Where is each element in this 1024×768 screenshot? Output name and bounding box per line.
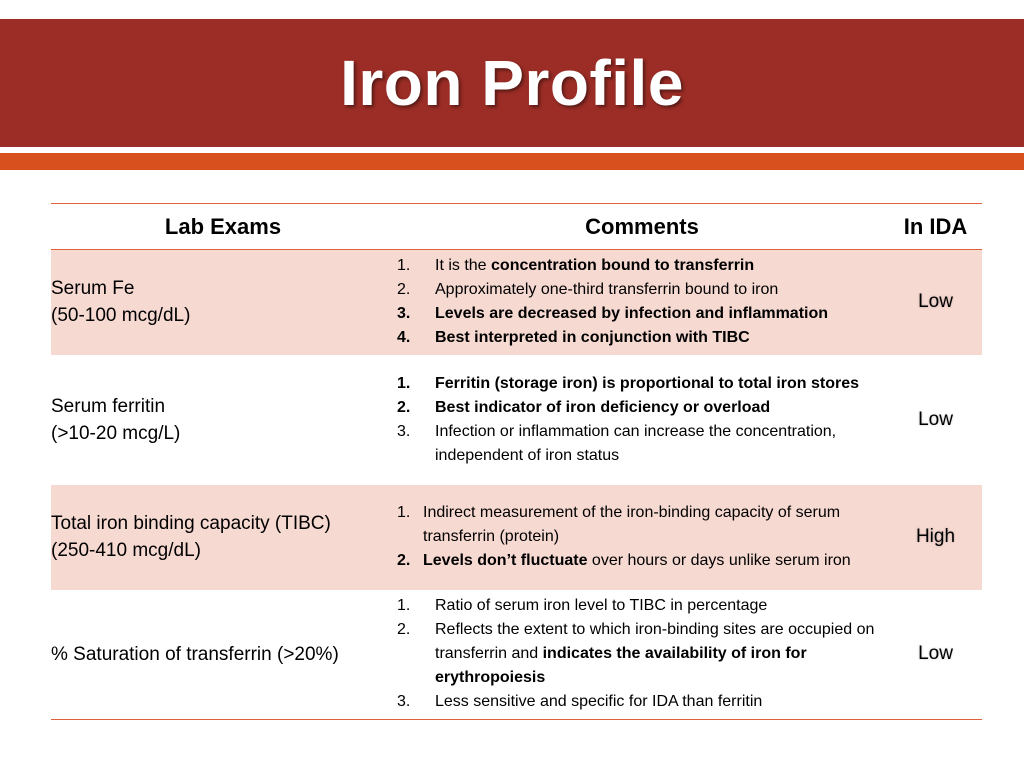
comment-number: 2. bbox=[397, 398, 411, 416]
comment-item bbox=[395, 420, 889, 468]
comment-text: Best indicator of iron deficiency or overload bbox=[435, 398, 771, 416]
comment-list bbox=[395, 372, 889, 468]
comment-item bbox=[395, 326, 889, 350]
accent-stripe bbox=[0, 153, 1024, 170]
exam-name: Serum ferritin bbox=[51, 395, 166, 417]
table-row-serum-ferritin bbox=[51, 355, 982, 485]
exam-cell bbox=[51, 250, 395, 355]
ida-status: Low bbox=[889, 250, 982, 355]
comment-text: Ratio of serum iron level to TIBC in percentage bbox=[435, 597, 768, 615]
comment-text: Approximately one-third transferrin bound to iron bbox=[435, 281, 779, 299]
comment-item bbox=[395, 396, 889, 420]
comments-cell bbox=[395, 485, 889, 590]
comment-number: 1. bbox=[397, 374, 411, 392]
comment-item bbox=[395, 302, 889, 326]
exam-name: Total iron binding capacity (TIBC) bbox=[51, 513, 331, 534]
comment-number: 2. bbox=[397, 621, 411, 639]
comment-number: 2. bbox=[397, 281, 411, 299]
comment-number: 4. bbox=[397, 329, 411, 347]
comment-number: 1. bbox=[397, 597, 411, 615]
comment-item bbox=[395, 254, 889, 278]
comment-text: indicates the availability of iron for erythropoiesis bbox=[435, 645, 807, 687]
ida-status: Low bbox=[889, 590, 982, 720]
table-row-tibc bbox=[51, 485, 982, 590]
slide-title: Iron Profile bbox=[340, 47, 684, 119]
iron-profile-table bbox=[51, 203, 982, 720]
comment-list bbox=[395, 501, 889, 573]
comment-list bbox=[395, 594, 889, 714]
comment-number: 3. bbox=[397, 693, 411, 711]
comment-list bbox=[395, 254, 889, 350]
header-comments: Comments bbox=[395, 204, 889, 250]
comment-text: Infection or inflammation can increase the concentration, independent of iron status bbox=[435, 422, 837, 464]
comments-cell bbox=[395, 250, 889, 355]
comment-number: 3. bbox=[397, 305, 411, 323]
table-row-serum-fe bbox=[51, 250, 982, 355]
comment-item bbox=[395, 501, 889, 549]
comment-number: 1. bbox=[397, 257, 411, 275]
comment-number: 1. bbox=[397, 504, 411, 521]
comment-number: 3. bbox=[397, 422, 411, 440]
comment-text: Reflects the extent to which iron-binding sites are occupied on transferrin and bbox=[435, 621, 875, 663]
comment-item bbox=[395, 618, 889, 690]
exam-cell bbox=[51, 590, 395, 720]
comment-text: over hours or days unlike serum iron bbox=[587, 552, 851, 569]
ida-status: High bbox=[889, 485, 982, 590]
comment-text: Less sensitive and specific for IDA than ferritin bbox=[435, 693, 763, 711]
ida-status: Low bbox=[889, 355, 982, 485]
comment-item bbox=[395, 690, 889, 714]
header-in-ida: In IDA bbox=[889, 204, 982, 250]
table-row-transferrin-saturation bbox=[51, 590, 982, 720]
comment-text: Levels don’t fluctuate bbox=[423, 552, 588, 569]
comment-item bbox=[395, 278, 889, 302]
comments-cell bbox=[395, 355, 889, 485]
exam-range: (>10-20 mcg/L) bbox=[51, 422, 181, 444]
comment-text: Indirect measurement of the iron-binding capacity of serum transferrin (protein) bbox=[423, 504, 841, 545]
comment-text: It is the bbox=[435, 257, 492, 275]
title-band bbox=[0, 19, 1024, 147]
table-header-row bbox=[51, 204, 982, 250]
comment-number: 2. bbox=[397, 552, 411, 569]
comment-item bbox=[395, 594, 889, 618]
exam-range: (250-410 mcg/dL) bbox=[51, 540, 201, 561]
exam-cell bbox=[51, 485, 395, 590]
comment-text: concentration bound to transferrin bbox=[491, 257, 755, 275]
comment-text: Ferritin (storage iron) is proportional to total iron stores bbox=[435, 374, 860, 392]
comment-text: Levels are decreased by infection and inflammation bbox=[435, 305, 829, 323]
exam-cell bbox=[51, 355, 395, 485]
comment-item bbox=[395, 549, 889, 573]
header-lab-exams: Lab Exams bbox=[51, 204, 395, 250]
exam-name: % Saturation of transferrin (>20%) bbox=[51, 643, 339, 665]
comment-item bbox=[395, 372, 889, 396]
comment-text: Best interpreted in conjunction with TIBC bbox=[435, 329, 750, 347]
exam-range: (50-100 mcg/dL) bbox=[51, 305, 191, 327]
exam-name: Serum Fe bbox=[51, 278, 135, 300]
comments-cell bbox=[395, 590, 889, 720]
